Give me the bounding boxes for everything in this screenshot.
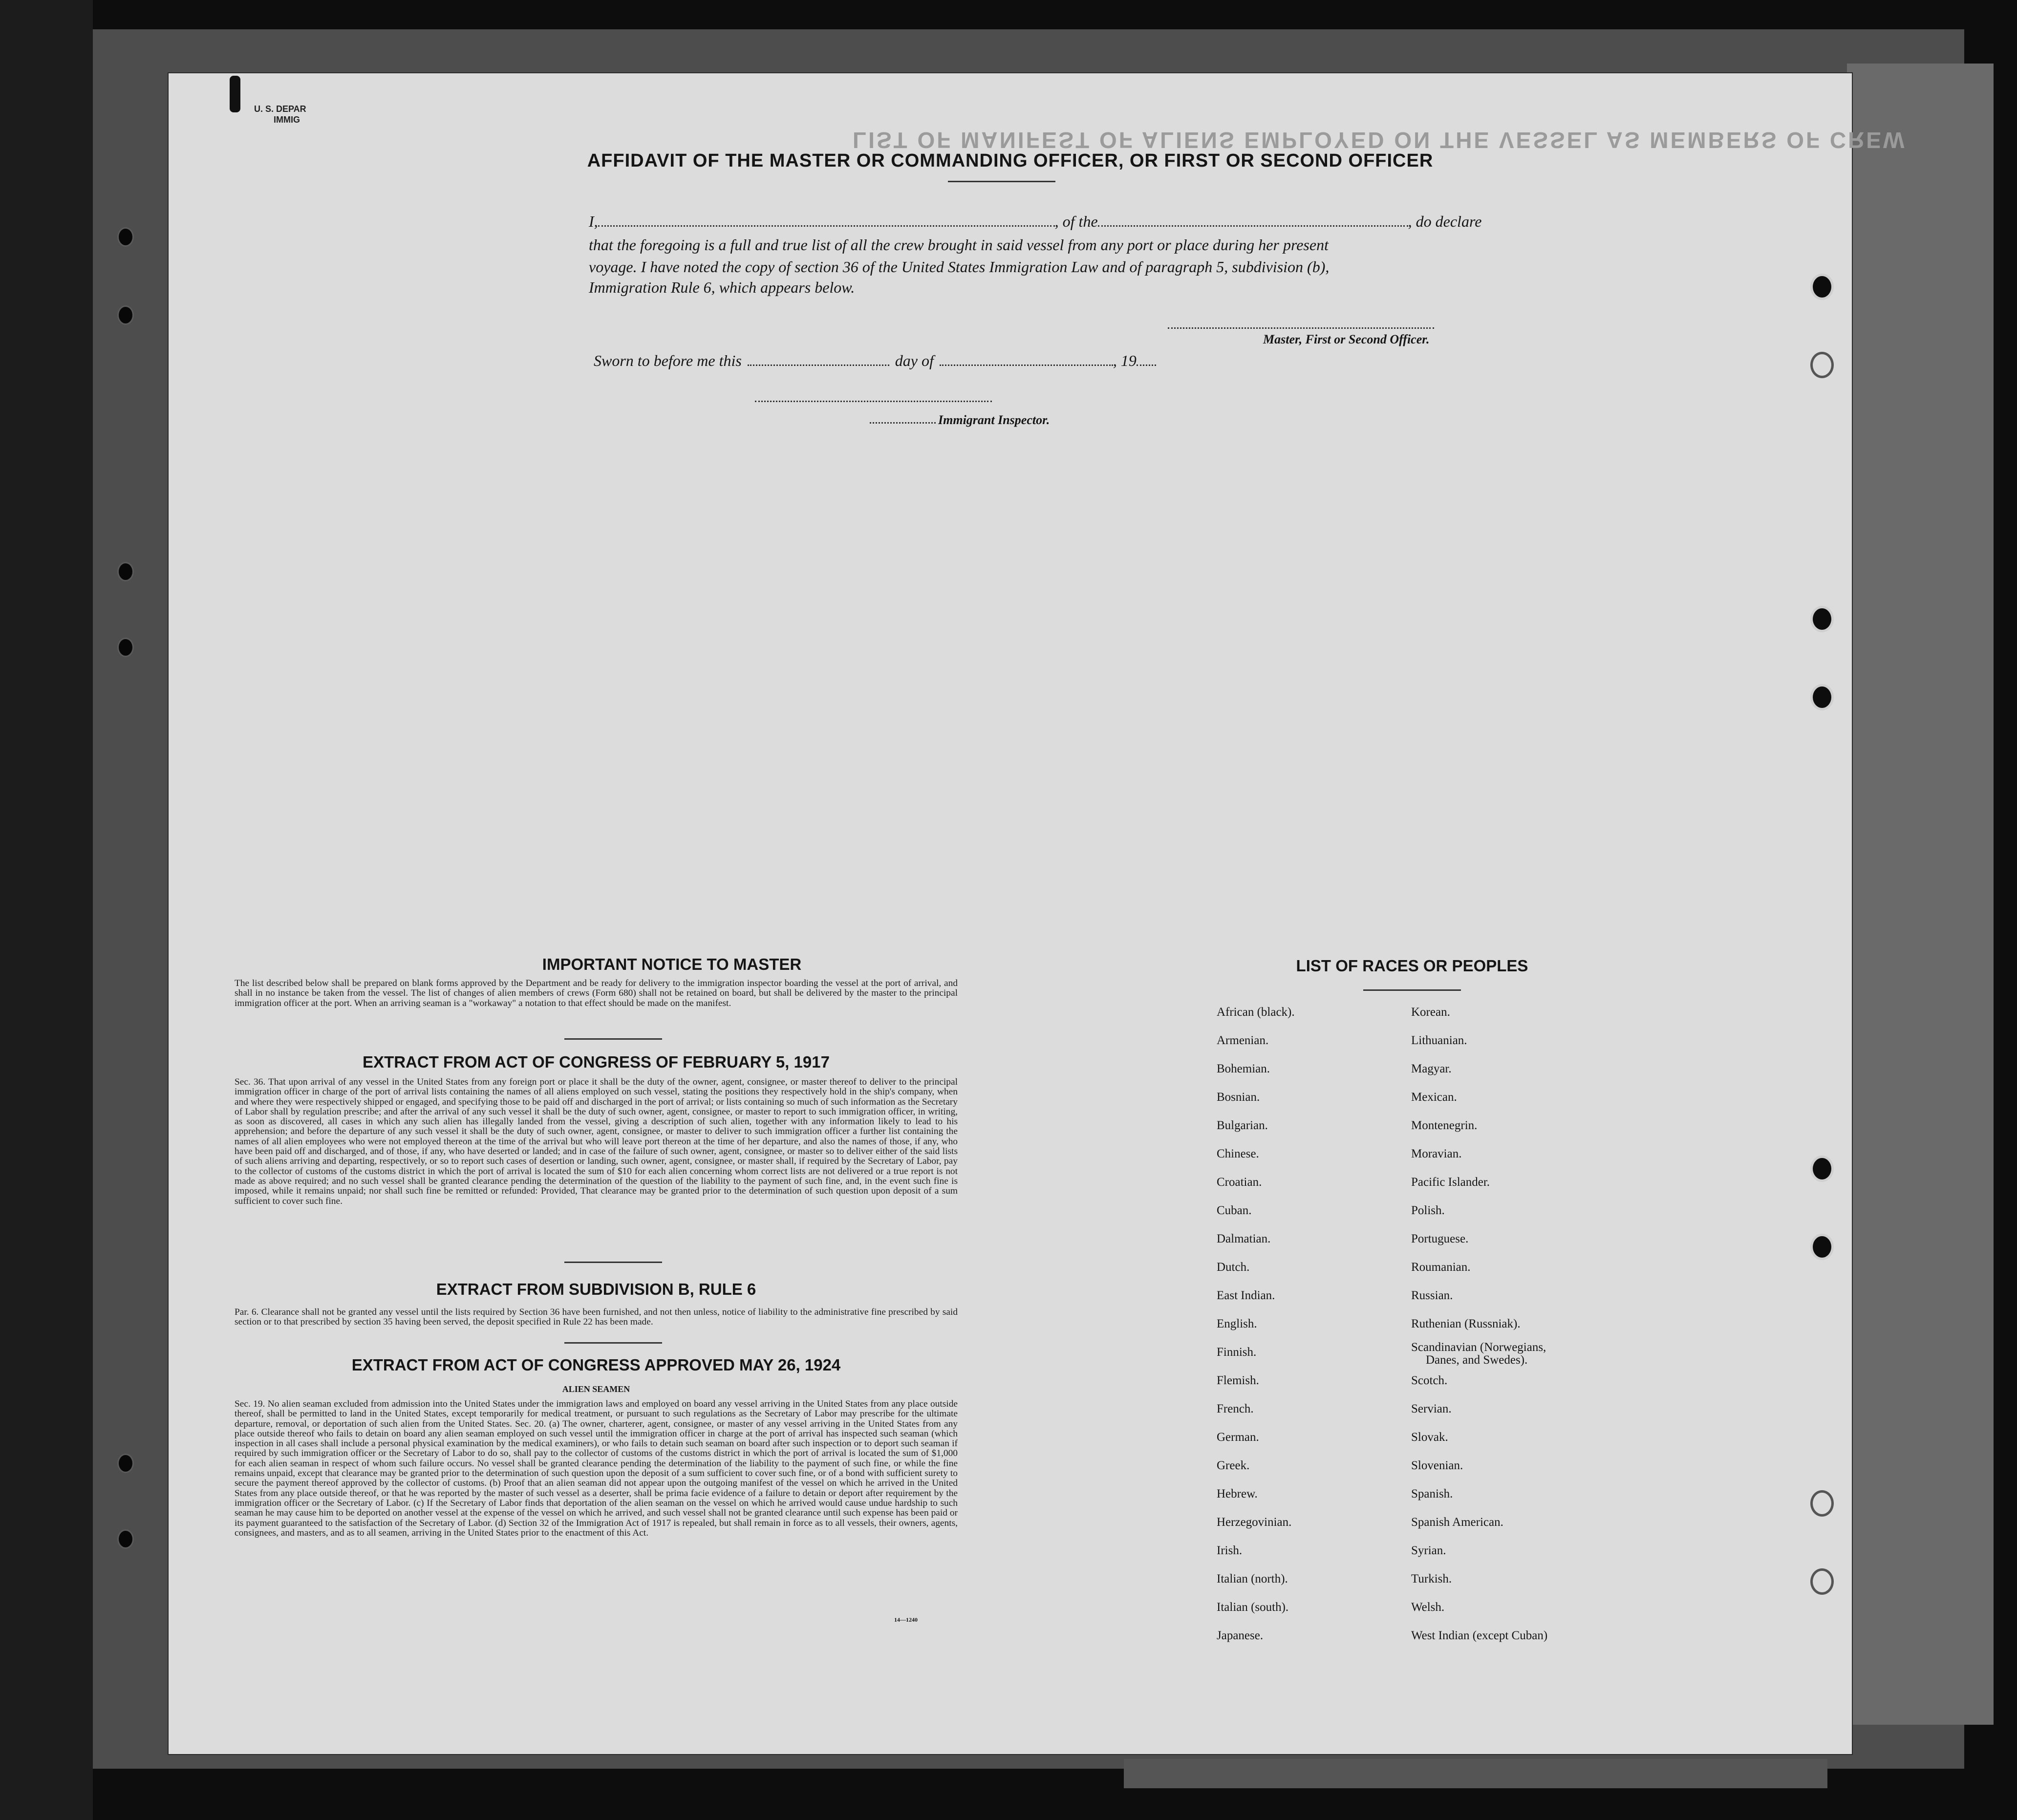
notice-title: IMPORTANT NOTICE TO MASTER xyxy=(542,955,802,973)
section-divider xyxy=(564,1262,662,1263)
stamp-line: IMMIG xyxy=(274,115,300,125)
punch-hole xyxy=(1810,1234,1834,1260)
race-item: Armenian. xyxy=(1217,1034,1269,1047)
punch-hole xyxy=(1810,274,1834,300)
race-item: East Indian. xyxy=(1217,1289,1275,1302)
race-item: Pacific Islander. xyxy=(1411,1176,1490,1189)
race-item: Bulgarian. xyxy=(1217,1119,1268,1132)
affidavit-line-2: that the foregoing is a full and true list of all the crew brought in said vessel from any port or place during her present xyxy=(589,236,1329,254)
race-item: Cuban. xyxy=(1217,1204,1252,1217)
bleed-through-text: LIST OF MANIFEST OF ALIENS EMPLOYED ON THE VESSEL AS MEMBERS OF CREW xyxy=(853,128,1907,153)
stamp-line: U. S. DEPAR xyxy=(254,104,306,114)
affidavit-declare: , do declare xyxy=(1408,213,1482,230)
binder-edge xyxy=(0,0,93,1820)
race-item: Dalmatian. xyxy=(1217,1232,1271,1245)
race-item: African (black). xyxy=(1217,1006,1295,1019)
title-rule xyxy=(948,181,1055,182)
race-item: Scandinavian (Norwegians, xyxy=(1411,1341,1546,1354)
affidavit-line-4: Immigration Rule 6, which appears below. xyxy=(589,278,855,296)
race-item: Bosnian. xyxy=(1217,1091,1260,1104)
department-stamp xyxy=(254,104,306,125)
section-divider xyxy=(564,1038,662,1040)
race-item: Hebrew. xyxy=(1217,1487,1258,1500)
binder-rivet xyxy=(117,562,134,581)
master-signature-label: Master, First or Second Officer. xyxy=(1263,332,1430,346)
alien-seamen-subtitle: ALIEN SEAMEN xyxy=(562,1384,630,1394)
race-item: Greek. xyxy=(1217,1459,1250,1472)
race-item: Montenegrin. xyxy=(1411,1119,1478,1132)
race-item: Danes, and Swedes). xyxy=(1426,1353,1528,1367)
races-title: LIST OF RACES OR PEOPLES xyxy=(1296,957,1528,975)
affidavit-line-1 xyxy=(589,213,1481,231)
inspector-signature-line[interactable] xyxy=(755,400,992,402)
section-divider xyxy=(564,1342,662,1344)
race-item: Roumanian. xyxy=(1411,1261,1471,1274)
extract-1917-text: Sec. 36. That upon arrival of any vessel in the United States from any foreign port or place it shall be the duty of the owner, agent, consignee, or master thereof to deliver to the principal immigration officer in charge of the port of arrival lists containing the names of all aliens employed on such vessel, stating the positions they respectively hold in the ship's company, when and where they were respectively shipped or engaged, and specifying those to be paid off and discharged in the port of arrival; or lists containing so much of such information as the Secretary of Labor shall by regulation prescribe; and after the arrival of any such vessel it shall be the duty of such owner, agent, consignee, or master to report to such immigration officer, in writing, as soon as discovered, all cases in which any such alien has illegally landed from the vessel, giving a description of such alien, together with any information likely to lead to his apprehension; and before the departure of any such vessel it shall be the duty of such owner, agent, consignee, or master to deliver to such immigration officer a further list containing the names of all alien employees who were not employed thereon at the time of the arrival but who will leave port thereon at the time of her departure, and also the names of those, if any, who have been paid off and discharged, and of those, if any, who have deserted or landed; and in case of the failure of such owner, agent, consignee, or master so to deliver either of the said lists of such aliens arriving and departing, respectively, or so to report such cases of desertion or landing, such owner, agent, consignee, or master shall, if required by the Secretary of Labor, pay to the collector of customs of the customs district in which the port of arrival is located the sum of $10 for each alien concerning whom correct lists are not delivered or a true report is not made as above required; and no such vessel shall be granted clearance pending the determination of the question of the liability to the payment of such fine, and, in the event such fine is imposed, while it remains unpaid; nor shall such fine be remitted or refunded: Provided, That clearance may be granted prior to the determination of such question upon deposit of a sum sufficient to cover such fine. xyxy=(235,1077,958,1206)
extract-rule6-text: Par. 6. Clearance shall not be granted any vessel until the lists required by Section 36 have been furnished, and not then unless, notice of liability to the administrative fine prescribed by said section or to that prescribed by section 35 having been served, the deposit specified in Rule 22 has been made. xyxy=(235,1307,958,1328)
extract-rule6-title: EXTRACT FROM SUBDIVISION B, RULE 6 xyxy=(436,1280,756,1298)
extract-1917-title: EXTRACT FROM ACT OF CONGRESS OF FEBRUARY 5, 1917 xyxy=(363,1053,830,1071)
race-item: Croatian. xyxy=(1217,1176,1262,1189)
affidavit-of-the: , of the xyxy=(1054,213,1098,230)
race-item: Portuguese. xyxy=(1411,1232,1469,1245)
binder-rivet xyxy=(117,1454,134,1473)
race-item: Moravian. xyxy=(1411,1147,1462,1160)
affidavit-i: I, xyxy=(589,213,598,230)
vessel-blank[interactable] xyxy=(1098,224,1408,227)
race-item: Italian (south). xyxy=(1217,1601,1289,1614)
race-item: West Indian (except Cuban) xyxy=(1411,1629,1548,1642)
inspector-label: Immigrant Inspector. xyxy=(938,413,1050,427)
race-item: Scotch. xyxy=(1411,1374,1448,1387)
punch-hole xyxy=(1810,352,1834,378)
race-item: Servian. xyxy=(1411,1402,1452,1415)
race-item: Welsh. xyxy=(1411,1601,1445,1614)
race-item: Russian. xyxy=(1411,1289,1453,1302)
races-title-rule xyxy=(1363,989,1461,991)
race-item: Chinese. xyxy=(1217,1147,1259,1160)
punch-hole xyxy=(1810,684,1834,710)
race-item: Dutch. xyxy=(1217,1261,1250,1274)
clip-mark xyxy=(230,76,240,112)
extract-1924-text: Sec. 19. No alien seaman excluded from admission into the United States under the immigration laws and employed on board any vessel arriving in the United States from any place outside thereof, shall be permitted to land in the United States, except temporarily for medical treatment, or pursuant to such regulations as the Secretary of Labor may prescribe for the ultimate departure, removal, or deportation of such alien from the United States. Sec. 20. (a) The owner, charterer, agent, consignee, or master of any vessel arriving in the United States from any place outside thereof who fails to detain on board any alien seaman employed on such vessel until the immigration officer in charge at the port of arrival has inspected such seaman (which inspection in all cases shall include a personal physical examination by the medical examiners), or who fails to detain such seaman on board after such inspection or to deport such seaman if required by such immigration officer or the Secretary of Labor to do so, shall pay to the collector of customs of the customs district in which the port of arrival is located the sum of $1,000 for each alien seaman in respect of whom such failure occurs. No vessel shall be granted clearance pending the determination of the liability to the payment of such fine, or while the fine remains unpaid, except that clearance may be granted prior to the determination of such question upon the deposit of a sum sufficient to cover such fine, or of a bond with sufficient surety to secure the payment thereof approved by the collector of customs. (b) Proof that an alien seaman did not appear upon the outgoing manifest of the vessel on which he arrived in the United States from any place outside thereof, or that he was reported by the master of such vessel as a deserter, shall be prima facie evidence of a failure to detain or deport after requirement by the immigration officer or the Secretary of Labor. (c) If the Secretary of Labor finds that deportation of the alien seaman on the vessel on which he arrived would cause undue hardship to such seaman he may cause him to be deported on another vessel at the expense of the vessel on which he arrived, and such vessel shall not be granted clearance until such expense has been paid or its payment guaranteed to the satisfaction of the Secretary of Labor. (d) Section 32 of the Immigration Act of 1917 is repealed, but shall remain in force as to all vessels, their owners, agents, consignees, and masters, and as to all seamen, arriving in the United States prior to the enactment of this Act. xyxy=(235,1399,958,1538)
race-item: Italian (north). xyxy=(1217,1572,1288,1585)
race-item: Herzegovinian. xyxy=(1217,1516,1292,1529)
race-item: Polish. xyxy=(1411,1204,1445,1217)
master-signature-line[interactable] xyxy=(1168,326,1434,329)
punch-hole xyxy=(1810,606,1834,632)
inspector-signature-line-2[interactable] xyxy=(870,421,936,424)
binder-rivet xyxy=(117,1529,134,1549)
back-sheet-edge xyxy=(1847,64,1994,1725)
race-item: Magyar. xyxy=(1411,1062,1452,1075)
race-item: Korean. xyxy=(1411,1006,1450,1019)
race-item: French. xyxy=(1217,1402,1254,1415)
sworn-line xyxy=(594,352,1156,370)
notice-text: The list described below shall be prepared on blank forms approved by the Department and be ready for delivery to the immigration inspector boarding the vessel at the port of arrival, and shall in no instance be taken from the vessel. The list of changes of alien members of crews (Form 680) shall not be retained on board, but shall be delivered by the master to the principal immigration officer at the port. When an arriving seaman is a "workaway" a notation to that effect should be made on the manifest. xyxy=(235,978,958,1008)
sworn-month-blank[interactable] xyxy=(940,364,1113,366)
affidavit-title: AFFIDAVIT OF THE MASTER OR COMMANDING OFFICER, OR FIRST OR SECOND OFFICER xyxy=(587,150,1434,171)
race-item: Japanese. xyxy=(1217,1629,1264,1642)
race-item: Bohemian. xyxy=(1217,1062,1270,1075)
race-item: Spanish. xyxy=(1411,1487,1453,1500)
year-text: , 19 xyxy=(1113,352,1137,369)
punch-hole xyxy=(1810,1490,1834,1517)
day-of-text: day of xyxy=(895,352,934,369)
form-number: 14—1240 xyxy=(894,1616,918,1623)
race-item: Syrian. xyxy=(1411,1544,1446,1557)
race-item: Slovenian. xyxy=(1411,1459,1463,1472)
race-item: Lithuanian. xyxy=(1411,1034,1467,1047)
race-item: Mexican. xyxy=(1411,1091,1457,1104)
name-blank[interactable] xyxy=(598,224,1055,227)
binder-rivet xyxy=(117,227,134,247)
sworn-day-blank[interactable] xyxy=(748,364,889,366)
punch-hole xyxy=(1810,1568,1834,1595)
race-item: Flemish. xyxy=(1217,1374,1259,1387)
sworn-year-blank[interactable] xyxy=(1137,364,1156,366)
race-item: Spanish American. xyxy=(1411,1516,1503,1529)
sworn-text: Sworn to before me this xyxy=(594,352,742,369)
punch-hole xyxy=(1810,1156,1834,1182)
binder-rivet xyxy=(117,638,134,657)
affidavit-line-3: voyage. I have noted the copy of section 36 of the United States Immigration Law and of paragraph 5, subdivision (b), xyxy=(589,258,1330,276)
race-item: Irish. xyxy=(1217,1544,1243,1557)
race-item: English. xyxy=(1217,1317,1257,1330)
torn-edge xyxy=(1124,1759,1827,1788)
race-item: Ruthenian (Russniak). xyxy=(1411,1317,1521,1330)
race-item: Slovak. xyxy=(1411,1431,1448,1444)
race-item: Turkish. xyxy=(1411,1572,1452,1585)
race-item: German. xyxy=(1217,1431,1259,1444)
binder-rivet xyxy=(117,305,134,325)
extract-1924-title: EXTRACT FROM ACT OF CONGRESS APPROVED MAY 26, 1924 xyxy=(351,1356,841,1374)
race-item: Finnish. xyxy=(1217,1346,1257,1359)
